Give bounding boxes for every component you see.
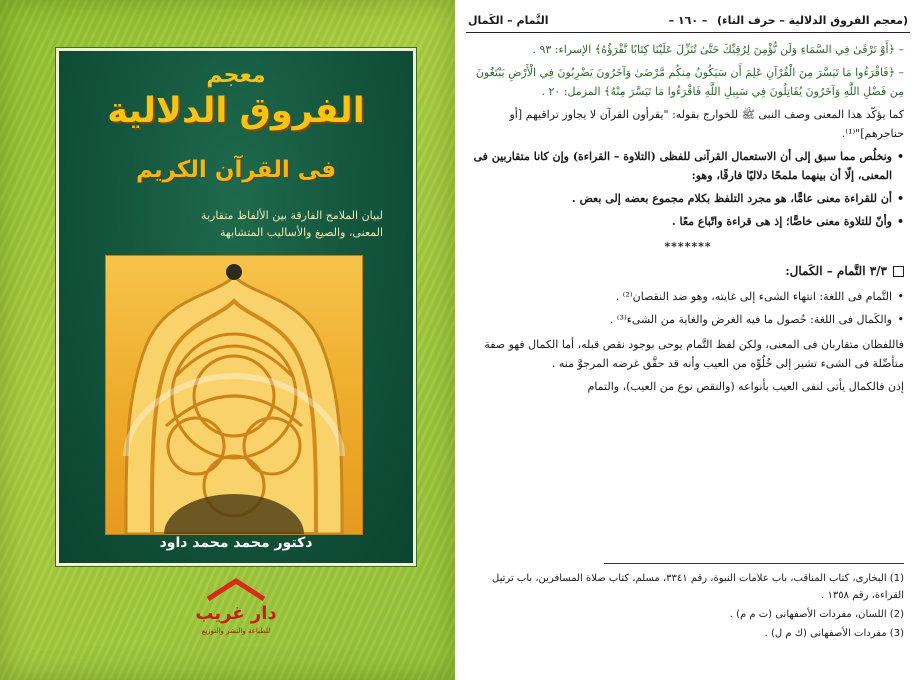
summary-list bbox=[472, 147, 904, 231]
page-body bbox=[472, 40, 904, 400]
publisher-tagline: للطباعة والنشر والتوزيع bbox=[201, 627, 271, 635]
cover-panel bbox=[56, 48, 416, 566]
summary-point-reading: • أن للقراءة معنى عامًّا، هو مجرد التلفظ بكلام مجموع بعضه إلى بعض . bbox=[472, 189, 904, 208]
checkbox-square-icon bbox=[893, 266, 904, 277]
footnote-2: (2) اللسان، مفردات الأصفهانى (ت م م) . bbox=[729, 609, 904, 620]
cover-title-line3: فى القرآن الكريم bbox=[135, 157, 337, 183]
definitions-list bbox=[472, 287, 904, 329]
cover-subtitle-line2: المعنى، والصيغ والأساليب المتشابهة bbox=[220, 226, 383, 239]
section-heading bbox=[472, 262, 904, 281]
definition-tamam: • التَّمام فى اللغة: انتهاء الشىء إلى غايته، وهو ضد النقصان⁽²⁾ . bbox=[472, 287, 904, 306]
cover-subtitle bbox=[89, 207, 383, 241]
conclusion-paragraph: إذن فالكمال يأتى لنفى العيب بأنواعه (والنقص نوع من العيب)، والتمام bbox=[587, 380, 904, 393]
footnotes bbox=[472, 570, 904, 644]
publisher-logo-icon bbox=[188, 575, 284, 639]
verse-isra: – ﴿أَوْ تَرْقَىٰ فِي السَّمَاءِ وَلَن نُّؤْمِنَ لِرُقِيِّكَ حَتَّىٰ تُنَزِّلَ عَلَيْنَا كِتَابًا نَّقْرَؤُهُ﴾ الإسراء: ٩٣ . bbox=[532, 43, 904, 56]
header-topic: التَّمام – الكَمال bbox=[468, 14, 549, 27]
cover-arabesque-art bbox=[105, 255, 363, 535]
text-page bbox=[466, 8, 910, 672]
page-header bbox=[466, 14, 910, 33]
comparison-paragraph: فاللفظان متقاربان فى المعنى، ولكن لفظ التَّمام يوحى بوجود نقص قبله، أما الكمال فهو صفة متأصِّلة فى الشىء تشير إلى خُلُوِّه من العيب وأنه قد حقَّق غرضه المرجوَّ منه . bbox=[484, 338, 904, 370]
footnote-1: (1) البخارى، كتاب المناقب، باب علامات النبوة، رقم ٣٣٤١، مسلم، كتاب صلاة المسافرين، باب ترتيل القراءة، رقم ١٣٥٨ . bbox=[492, 573, 904, 601]
footnote-divider bbox=[604, 563, 904, 564]
definition-kamal: • والكَمال فى اللغة: حُصول ما فيه الغرض والغاية من الشىء⁽³⁾ . bbox=[472, 310, 904, 329]
cover-title-line2: الفروق الدلالية bbox=[107, 91, 365, 131]
cover-author: دكتور محمد محمد داود bbox=[159, 535, 313, 551]
header-page-number: – ١٦٠ – bbox=[668, 14, 708, 27]
book-cover bbox=[0, 0, 455, 680]
publisher-logo-text: دار غريب bbox=[195, 603, 277, 624]
cover-title-line1: معجم bbox=[206, 63, 266, 88]
header-book-title: (معجم الفروق الدلالية – حرف التاء) bbox=[716, 14, 908, 27]
footnote-3: (3) مفردات الأصفهانى (ك م ل) . bbox=[764, 628, 904, 639]
publisher-logo bbox=[188, 575, 284, 639]
cover-subtitle-line1: لبيان الملامح الفارقة بين الألفاظ متقاربة bbox=[201, 209, 383, 222]
section-title: ٣/٣ التَّمام – الكَمال: bbox=[785, 264, 887, 278]
summary-point-recitation: • وأنّ للتلاوة معنى خاصًّا؛ إذ هى قراءة واتّباع معًا . bbox=[472, 212, 904, 231]
section-separator: ******* bbox=[664, 240, 712, 253]
summary-paragraph: • ونخلُص مما سبق إلى أن الاستعمال القرآنى للفظى (التلاوة – القراءة) وإن كانا متقاربين فى المعنى، إلّا أن بينهما ملمحًا دلاليًا فارقًا، وهو: bbox=[472, 147, 904, 185]
hadith-paragraph: كما يؤكّد هذا المعنى وصف النبى ﷺ للخوارج بقوله: "يقرأون القرآن لا يجاوز تراقيهم [أو حناجرهم]"⁽¹⁾. bbox=[509, 108, 904, 140]
arabesque-pattern-icon bbox=[106, 256, 362, 534]
verse-muzzammil: – ﴿فَاقْرَءُوا مَا تَيَسَّرَ مِنَ الْقُرْآنِ عَلِمَ أَن سَيَكُونُ مِنكُم مَّرْضَىٰ وَآخَرُونَ يَضْرِبُونَ فِي الْأَرْضِ يَبْتَغُونَ مِن فَضْلِ اللَّهِ وَآخَرُونَ يُقَاتِلُونَ فِي سَبِيلِ اللَّهِ فَاقْرَءُوا مَا تَيَسَّرَ مِنْهُ﴾ المزمل: ٢٠ . bbox=[475, 66, 904, 98]
